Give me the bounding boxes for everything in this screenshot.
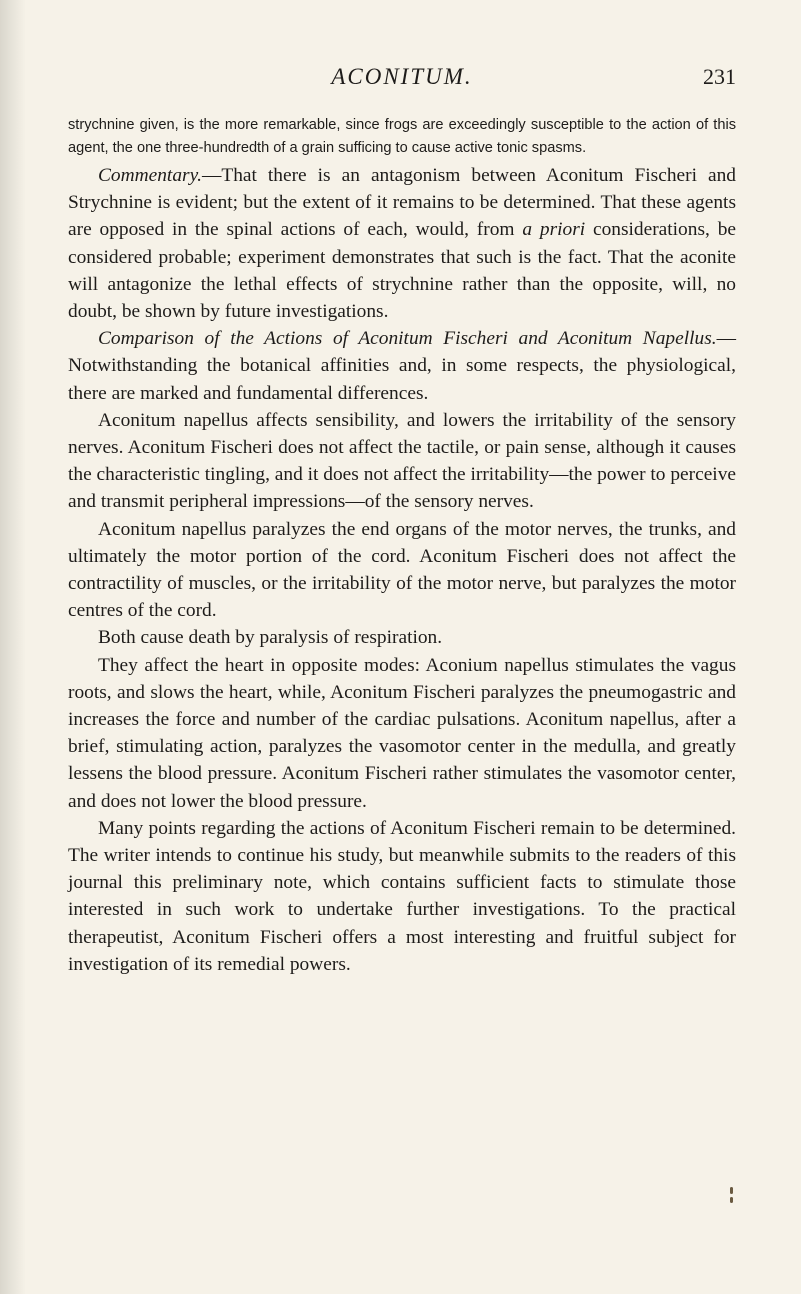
running-title: ACONITUM. <box>331 64 473 89</box>
page-header <box>68 64 736 94</box>
paragraph-heart: They affect the heart in opposite modes: Aconium napellus stimulates the vagus roots, and slows the heart, while, Aconitum Fischeri paralyzes the pneumogastric and increases the force and number of the cardiac pulsations. Aconitum napellus, after a brief, stimulating action, paralyzes the vasomotor center in the medulla, and greatly lessens the blood pressure. Aconitum Fischeri rather stimulates the vasomotor center, and does not lower the blood pressure. <box>68 654 736 812</box>
emphasis-text: a priori <box>522 219 586 241</box>
article-body <box>68 162 736 978</box>
paragraph-motor: Aconitum napellus paralyzes the end organs of the motor nerves, the trunks, and ultimately the motor portion of the cord. Aconitum Fischeri does not affect the contractility of muscles, or the irritability of the motor nerve, but paralyzes the motor centres of the cord. <box>68 518 736 622</box>
paragraph-comparison <box>68 325 736 407</box>
page-number: 231 <box>703 64 736 89</box>
paper-speck <box>730 1197 733 1203</box>
paragraph-heading: Commentary. <box>98 165 202 186</box>
continued-paragraph: strychnine given, is the more remarkable, since frogs are exceedingly susceptible to the action of this agent, the one three-hundredth of a grain sufficing to cause active tonic spasms. <box>68 117 736 156</box>
paragraph-text: — Notwithstanding the botanical affinities and, in some respects, the physiological, there are marked and fundamental differences. <box>68 328 736 404</box>
paragraph-text: considerations, be considered probable; experiment demonstrates that such is the fact. That the aconite will antagonize the lethal effects of strychnine rather than the opposite, will, no doubt, be shown by future investigations. <box>68 219 736 323</box>
paragraph-heading: Comparison of the Actions of Aconitum Fischeri and Aconitum Napellus. <box>98 328 717 350</box>
paragraph-conclusion: Many points regarding the actions of Aconitum Fischeri remain to be determined. The writer intends to continue his study, but meanwhile submits to the readers of this journal this preliminary note, which contains sufficient facts to stimulate those interested in such work to undertake further investigations. To the practical therapeutist, Aconitum Fischeri offers a most interesting and fruitful subject for investigation of its remedial powers. <box>68 817 736 975</box>
paragraph-sensibility: Aconitum napellus affects sensibility, and lowers the irritability of the sensory nerves. Aconitum Fischeri does not affect the tactile, or pain sense, although it causes the characteristic tingling, and it does not affect the irritability—the power to perceive and transmit peripheral impressions—of the sensory nerves. <box>68 409 736 513</box>
paragraph-text: —That there is an antagonism between Aconitum Fischeri and Strychnine is evident; but the extent of it remains to be determined. That these agents are opposed in the spinal actions of each, would, from <box>68 165 736 241</box>
binding-shadow <box>0 0 26 1294</box>
paragraph-respiration: Both cause death by paralysis of respiration. <box>98 627 443 649</box>
paper-speck <box>730 1187 733 1194</box>
paragraph-commentary <box>68 162 736 325</box>
